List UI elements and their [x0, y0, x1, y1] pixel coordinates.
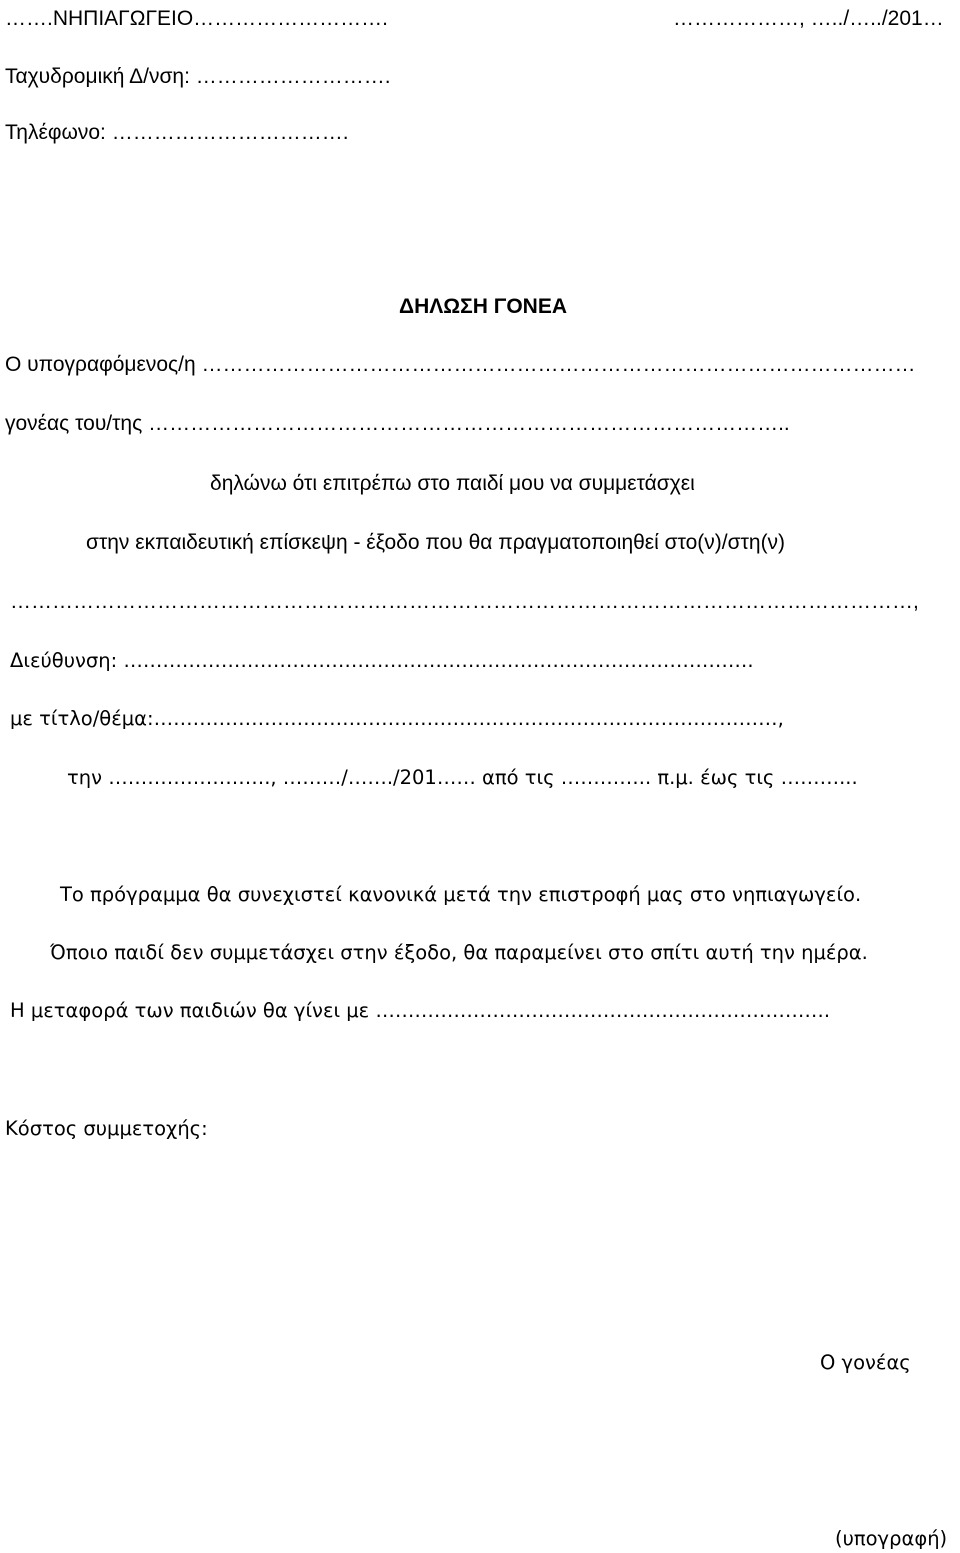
phone-field: Τηλέφωνο: ……………………………. [5, 121, 349, 144]
declaration-text: δηλώνω ότι επιτρέπω στο παιδί μου να συμμετάσχει [210, 472, 695, 495]
date-field: ………………, …../…../201… [673, 7, 944, 30]
schedule-field: την ……………………., ………/……./201…… από τις ………….. π.μ. έως τις ………... [67, 766, 858, 789]
address-field: Διεύθυνση: ……………………………………………………………………………………. [10, 649, 754, 672]
absent-note: Όποιο παιδί δεν συμμετάσχει στην έξοδο, θα παραμείνει στο σπίτι αυτή την ημέρα. [50, 941, 868, 964]
place-field: …………………………………………………………………………………………………………………, [10, 590, 919, 613]
program-note: Το πρόγραμμα θα συνεχιστεί κανονικά μετά την επιστροφή μας στο νηπιαγωγείο. [60, 883, 862, 906]
signatory-field: Ο υπογραφόμενος/η ………………………………………………………………………………………… [5, 353, 916, 376]
postal-address-field: Ταχυδρομική Δ/νση: ………………………. [5, 65, 391, 88]
signature-role: Ο γονέας [820, 1351, 911, 1374]
topic-field: με τίτλο/θέμα:……………………………………………………………………………………, [10, 707, 784, 730]
parent-of-field: γονέας του/της ……………………………………………………………………………….. [5, 412, 790, 435]
transport-field: Η μεταφορά των παιδιών θα γίνει με ……………………………………………………………. [10, 999, 831, 1022]
document-title: ΔΗΛΩΣΗ ΓΟΝΕΑ [399, 295, 567, 318]
cost-label: Κόστος συμμετοχής: [5, 1117, 208, 1140]
excursion-text: στην εκπαιδευτική επίσκεψη - έξοδο που θα πραγματοποιηθεί στο(ν)/στη(ν) [86, 531, 786, 554]
signature-label: (υπογραφή) [835, 1527, 948, 1550]
school-name: …….ΝΗΠΙΑΓΩΓΕΙΟ………………………. [5, 7, 389, 30]
